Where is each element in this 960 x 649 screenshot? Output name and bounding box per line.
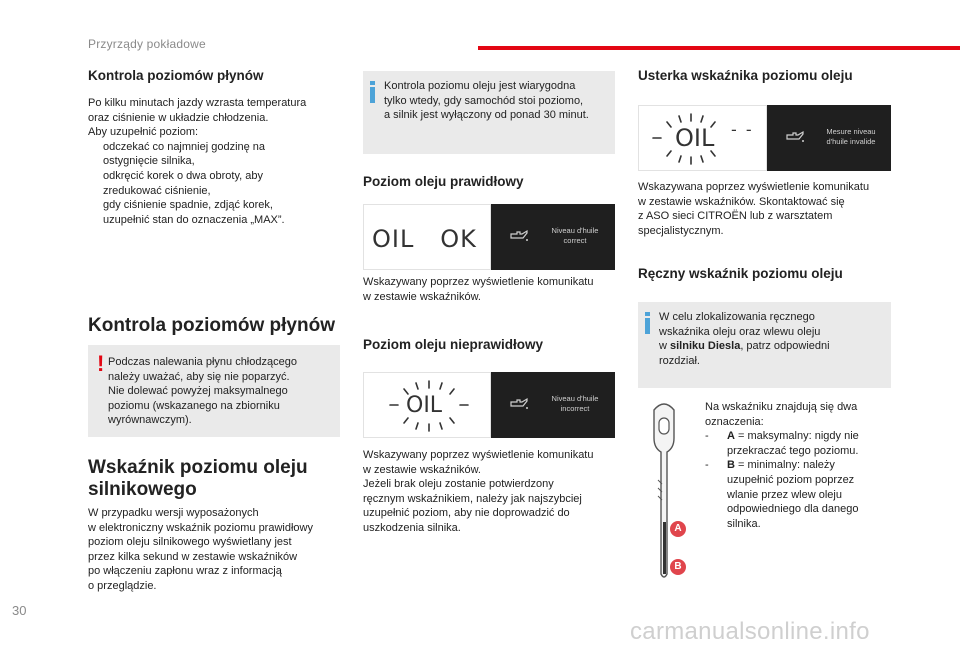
panel-line: incorrect bbox=[560, 404, 590, 413]
text-run: , patrz odpowiedni bbox=[740, 340, 830, 353]
text-line: należy uważać, aby się nie poparzyć. bbox=[108, 370, 290, 383]
text-line: oraz ciśnienie w układzie chłodzenia. bbox=[88, 111, 269, 124]
heading-line: silnikowego bbox=[88, 479, 197, 500]
warning-icon: ! bbox=[97, 351, 105, 376]
oil-bad-left-display bbox=[363, 372, 491, 438]
oil-bad-display bbox=[363, 372, 615, 438]
oil-bad-text: OIL bbox=[406, 393, 443, 418]
gauge-fault-panel-text bbox=[813, 127, 889, 147]
oil-ok-right-display bbox=[491, 204, 615, 270]
text-line: odkręcić korek o dwa obroty, aby bbox=[103, 169, 263, 182]
text-line: w zestawie wskaźników. Skontaktować się bbox=[638, 195, 845, 208]
page-number: 30 bbox=[12, 603, 27, 618]
fluid-levels-text bbox=[88, 96, 338, 227]
bullet-item bbox=[88, 140, 338, 169]
oil-can-icon bbox=[509, 396, 529, 412]
text-line: wyrównawczym). bbox=[108, 414, 192, 427]
panel-line: Niveau d'huile bbox=[551, 394, 599, 403]
text-line: wskaźnika oleju oraz wlewu oleju bbox=[659, 325, 821, 338]
oil-gauge-heading bbox=[88, 457, 308, 501]
text-line bbox=[727, 429, 895, 444]
text-line: ostygnięcie silnika, bbox=[103, 155, 195, 168]
text-line: w zestawie wskaźników. bbox=[363, 463, 481, 476]
text-line: gdy ciśnienie spadnie, zdjąć korek, bbox=[103, 199, 273, 212]
text-line: poziomu (wskazanego na zbiorniku bbox=[108, 399, 280, 412]
bullet-item bbox=[88, 169, 338, 198]
text-line: w elektroniczny wskaźnik poziomu prawidłowy bbox=[88, 521, 313, 534]
dipstick-text bbox=[705, 400, 895, 531]
gauge-fault-text: OIL bbox=[675, 124, 715, 152]
oil-bad-heading: Poziom oleju nieprawidłowy bbox=[363, 337, 544, 352]
diesel-engine-link-text: silniku Diesla bbox=[670, 340, 741, 353]
bullet-item bbox=[88, 198, 338, 213]
oil-ok-panel-text bbox=[541, 226, 609, 246]
panel-line: Mesure niveau bbox=[826, 127, 876, 136]
text-line: odpowiedniego dla danego bbox=[727, 503, 859, 516]
marker-a-item bbox=[705, 429, 895, 458]
oil-ok-display bbox=[363, 204, 615, 270]
info-box bbox=[363, 71, 615, 154]
oil-ok-heading: Poziom oleju prawidłowy bbox=[363, 174, 524, 189]
text-line: uzupełnić stan do oznaczenia „MAX”. bbox=[103, 213, 285, 226]
warning-text bbox=[108, 355, 336, 428]
text-line: o przeglądzie. bbox=[88, 579, 157, 592]
marker-b-key: B bbox=[727, 459, 735, 472]
oil-ok-left-display bbox=[363, 204, 491, 270]
text-line: silnika. bbox=[727, 517, 761, 530]
text-line: a silnik jest wyłączony od ponad 30 minut. bbox=[384, 109, 589, 122]
text-line bbox=[659, 339, 887, 354]
bullet-item bbox=[88, 213, 338, 228]
panel-line: d'huile invalide bbox=[826, 137, 876, 146]
text-line: rozdział. bbox=[659, 354, 700, 367]
oil-gauge-text bbox=[88, 506, 343, 594]
gauge-fault-heading: Usterka wskaźnika poziomu oleju bbox=[638, 68, 853, 83]
watermark: carmanualsonline.info bbox=[630, 618, 870, 645]
text-run: = maksymalny: nigdy nie bbox=[734, 430, 859, 443]
text-line: w zestawie wskaźników. bbox=[363, 290, 481, 303]
text-line: wlanie przez wlew oleju bbox=[727, 488, 842, 501]
text-line: zredukować ciśnienie, bbox=[103, 184, 211, 197]
text-line: oznaczenia: bbox=[705, 415, 764, 428]
oil-bad-text-block bbox=[363, 448, 621, 536]
text-run: w bbox=[659, 340, 670, 353]
text-line: z ASO sieci CITROËN lub z warsztatem bbox=[638, 210, 833, 223]
text-line: uzupełnić poziom poprzez bbox=[727, 473, 855, 486]
oil-bad-right-display bbox=[491, 372, 615, 438]
text-run: = minimalny: należy bbox=[734, 459, 835, 472]
oil-can-icon bbox=[509, 228, 529, 244]
text-line bbox=[727, 458, 895, 473]
oil-bad-panel-text bbox=[541, 394, 609, 414]
oil-ok-text: OIL OK bbox=[372, 225, 477, 253]
info-text bbox=[384, 79, 612, 123]
text-line: poziom oleju silnikowego wyświetlany jest bbox=[88, 536, 292, 549]
marker-b-item bbox=[705, 458, 895, 531]
fluid-levels-heading: Kontrola poziomów płynów bbox=[88, 68, 264, 83]
running-header: Przyrządy pokładowe bbox=[88, 37, 206, 51]
oil-can-icon bbox=[785, 129, 805, 145]
oil-ok-text-block bbox=[363, 275, 618, 304]
gauge-fault-dashes: - - bbox=[731, 120, 754, 139]
text-line: Wskazywany poprzez wyświetlenie komunikatu bbox=[363, 449, 594, 461]
text-line: odczekać co najmniej godzinę na bbox=[103, 140, 266, 153]
gauge-fault-left-display bbox=[638, 105, 767, 171]
text-line: Po kilku minutach jazdy wzrasta temperatura bbox=[88, 97, 307, 109]
text-line: specjalistycznym. bbox=[638, 224, 724, 237]
text-line: Wskazywana poprzez wyświetlenie komunikatu bbox=[638, 181, 870, 193]
marker-b-label: B bbox=[670, 559, 686, 575]
text-line: uszkodzenia silnika. bbox=[363, 521, 461, 534]
header-accent-bar bbox=[478, 46, 960, 50]
text-line: Nie dolewać powyżej maksymalnego bbox=[108, 385, 288, 398]
text-line: ręcznym wskaźnikiem, należy jak najszybciej bbox=[363, 492, 582, 505]
text-line: przez kilka sekund w zestawie wskaźników bbox=[88, 550, 298, 563]
heading-line: Wskaźnik poziomu oleju bbox=[88, 457, 308, 478]
text-line: Podczas nalewania płynu chłodzącego bbox=[108, 356, 297, 368]
info-text bbox=[659, 310, 887, 368]
warning-box bbox=[88, 345, 340, 437]
info-icon bbox=[645, 312, 650, 334]
dash-mark: - bbox=[705, 430, 709, 443]
info-box bbox=[638, 302, 891, 388]
text-line: po włączeniu zapłonu wraz z informacją bbox=[88, 565, 282, 578]
gauge-fault-text-block bbox=[638, 180, 900, 238]
marker-a-key: A bbox=[727, 430, 735, 443]
panel-line: correct bbox=[563, 236, 587, 245]
text-line: W przypadku wersji wyposażonych bbox=[88, 507, 259, 519]
info-icon bbox=[370, 81, 375, 103]
text-line: Kontrola poziomu oleju jest wiarygodna bbox=[384, 80, 576, 92]
marker-a-label: A bbox=[670, 521, 686, 537]
text-line: uzupełnić poziom, aby nie doprowadzić do bbox=[363, 507, 570, 520]
text-line: W celu zlokalizowania ręcznego bbox=[659, 311, 815, 323]
text-line: Jeżeli brak oleju zostanie potwierdzony bbox=[363, 478, 554, 491]
gauge-fault-display bbox=[638, 105, 891, 171]
panel-line: Niveau d'huile bbox=[551, 226, 599, 235]
manual-gauge-heading: Ręczny wskaźnik poziomu oleju bbox=[638, 266, 843, 281]
gauge-fault-right-display bbox=[767, 105, 891, 171]
text-line: Wskazywany poprzez wyświetlenie komunikatu bbox=[363, 276, 594, 288]
fluid-levels-heading-2: Kontrola poziomów płynów bbox=[88, 315, 335, 336]
dash-mark: - bbox=[705, 459, 709, 472]
dipstick-illustration bbox=[640, 398, 700, 584]
text-line: Na wskaźniku znajdują się dwa bbox=[705, 401, 858, 413]
text-line: przekraczać tego poziomu. bbox=[727, 444, 859, 457]
text-line: Aby uzupełnić poziom: bbox=[88, 126, 199, 139]
text-line: tylko wtedy, gdy samochód stoi poziomo, bbox=[384, 94, 584, 107]
